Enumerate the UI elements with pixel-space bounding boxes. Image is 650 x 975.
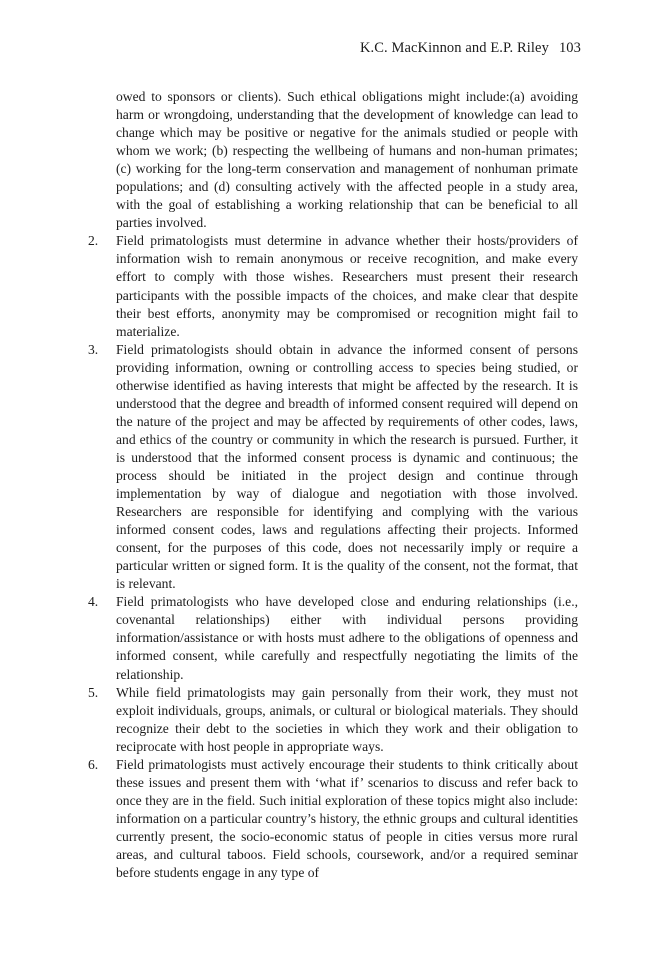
continuation-paragraph: owed to sponsors or clients). Such ethical obligations might include:(a) avoiding harm or wrongdoing, understanding that the development of knowledge can lead to change which may be positive or negative for the animals studied or people with whom we work; (b) respecting the wellbeing of humans and non-human primates; (c) working for the long-term conservation and management of nonhuman primate populations; and (d) consulting actively with the affected people in a study area, with the goal of establishing a working relationship that can be beneficial to all parties involved. <box>116 89 578 231</box>
list-item-number: 5. <box>88 684 99 700</box>
running-head <box>360 40 581 57</box>
list-item <box>88 232 578 340</box>
running-head-authors: K.C. MacKinnon and E.P. Riley <box>359 40 549 56</box>
list-item-text: Field primatologists should obtain in advance the informed consent of persons providing information, owning or controlling access to species being studied, or otherwise identified as having interests that might be affected by the research. It is understood that the degree and breadth of informed consent required will depend on the nature of the project and may be affected by requirements of other codes, laws, and ethics of the country or community in which the research is pursued. Further, it is understood that the informed consent process is dynamic and continuous; the process should be initiated in the project design and continue through implementation by way of dialogue and negotiation with those involved. Researchers are responsible for identifying and complying with the various informed consent codes, laws and regulations affecting their projects. Informed consent, for the purposes of this code, does not necessarily imply or require a particular written or signed form. It is the quality of the consent, not the format, that is relevant. <box>116 341 578 592</box>
page-body <box>88 88 578 882</box>
list-item-text: While field primatologists may gain personally from their work, they must not exploit individuals, groups, animals, or cultural or biological materials. They should recognize their debt to the societies in which they work and their obligation to reciprocate with host people in appropriate ways. <box>116 684 578 754</box>
list-item-text: Field primatologists must determine in advance whether their hosts/providers of information wish to remain anonymous or receive recognition, and make every effort to comply with those wishes. Researchers must present their research participants with the possible impacts of the choices, and make clear that despite their best efforts, anonymity may be compromised or recognition might fail to materialize. <box>116 233 578 339</box>
list-item-number: 4. <box>88 594 99 610</box>
list-item <box>88 684 578 756</box>
list-item <box>88 593 578 683</box>
list-item <box>88 341 578 594</box>
list-item-number: 3. <box>88 341 99 357</box>
list-item <box>88 756 578 882</box>
list-item-number: 2. <box>88 233 99 249</box>
list-item-text: Field primatologists must actively encourage their students to think critically about these issues and present them with ‘what if’ scenarios to discuss and refer back to once they are in the field. Such initial exploration of these topics might also include: information on a particular country’s history, the ethnic groups and cultural identities currently present, the socio-economic status of people in cities versus more rural areas, and cultural taboos. Field schools, coursework, and/or a required seminar before students engage in any type of <box>116 756 578 881</box>
numbered-list <box>88 232 578 882</box>
page-number: 103 <box>558 40 581 56</box>
list-item-number: 6. <box>88 756 99 772</box>
list-item-text: Field primatologists who have developed close and enduring relationships (i.e., covenantal relationships) either with individual persons providing information/assistance or with hosts must adhere to the obligations of openness and informed consent, while carefully and respectfully negotiating the limits of the relationship. <box>116 594 578 682</box>
